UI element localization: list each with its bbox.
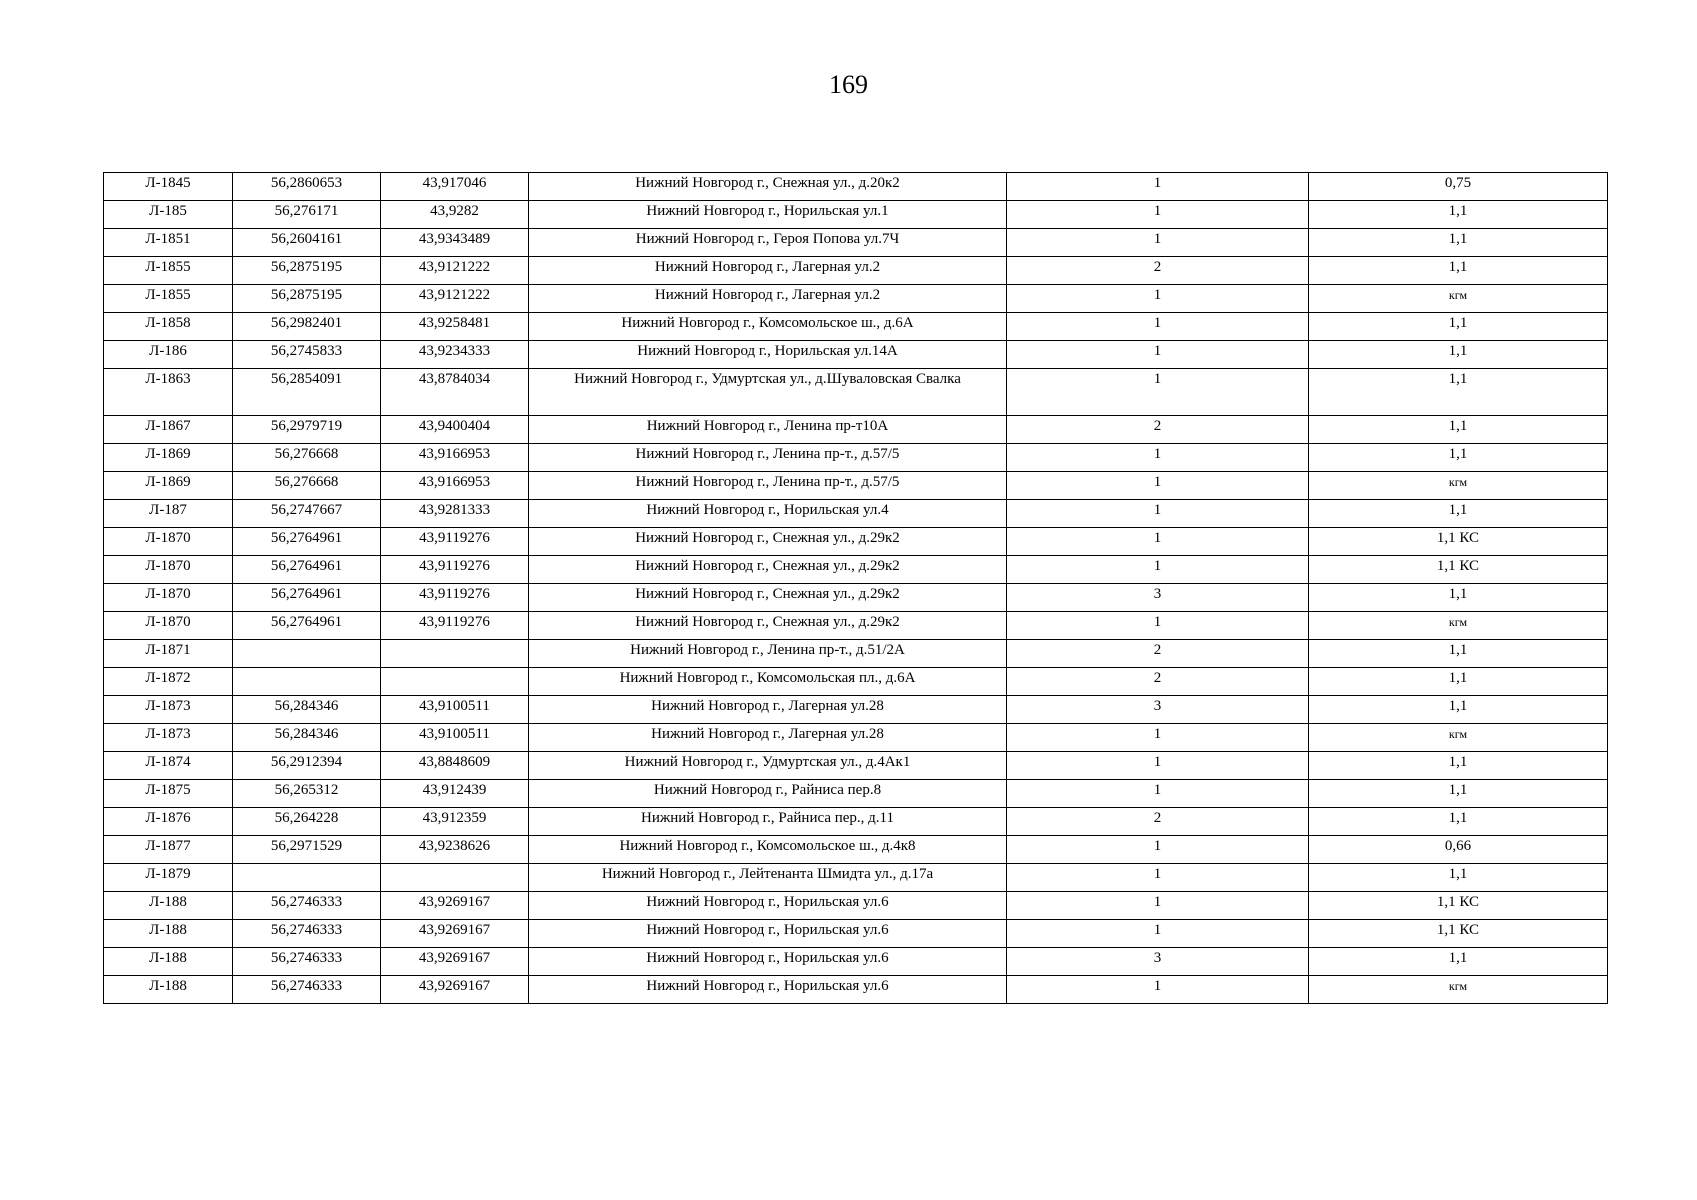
cell-longitude [381,640,529,668]
table-row [104,780,1608,808]
cell-latitude: 56,265312 [233,780,381,808]
cell-address: Нижний Новгород г., Норильская ул.14А [529,341,1007,369]
cell-latitude: 56,2860653 [233,173,381,201]
cell-count: 1 [1007,752,1309,780]
cell-count: 1 [1007,556,1309,584]
table-row [104,201,1608,229]
cell-value: 1,1 [1309,864,1608,892]
cell-latitude [233,640,381,668]
cell-id: Л-1863 [104,369,233,416]
cell-id: Л-1873 [104,696,233,724]
cell-latitude: 56,2912394 [233,752,381,780]
cell-address: Нижний Новгород г., Героя Попова ул.7Ч [529,229,1007,257]
cell-longitude: 43,9100511 [381,696,529,724]
cell-count: 1 [1007,724,1309,752]
table-row [104,808,1608,836]
cell-address: Нижний Новгород г., Комсомольское ш., д.6А [529,313,1007,341]
cell-latitude: 56,2746333 [233,920,381,948]
cell-address: Нижний Новгород г., Ленина пр-т10А [529,416,1007,444]
cell-address: Нижний Новгород г., Лагерная ул.2 [529,257,1007,285]
cell-id: Л-1858 [104,313,233,341]
cell-longitude: 43,912359 [381,808,529,836]
table-row [104,257,1608,285]
cell-id: Л-1869 [104,472,233,500]
cell-count: 1 [1007,313,1309,341]
cell-longitude: 43,9119276 [381,556,529,584]
table-row [104,313,1608,341]
cell-longitude: 43,9166953 [381,444,529,472]
table-row [104,369,1608,416]
table-row [104,892,1608,920]
cell-latitude: 56,2745833 [233,341,381,369]
cell-address: Нижний Новгород г., Лагерная ул.28 [529,724,1007,752]
cell-value: кгм [1309,472,1608,500]
cell-longitude [381,864,529,892]
cell-longitude: 43,9281333 [381,500,529,528]
table-row [104,836,1608,864]
cell-longitude: 43,9269167 [381,892,529,920]
cell-latitude: 56,2764961 [233,584,381,612]
cell-count: 3 [1007,584,1309,612]
cell-longitude: 43,912439 [381,780,529,808]
cell-value: 1,1 [1309,313,1608,341]
cell-longitude: 43,9166953 [381,472,529,500]
cell-count: 1 [1007,500,1309,528]
cell-count: 2 [1007,257,1309,285]
table-row [104,229,1608,257]
cell-longitude: 43,9343489 [381,229,529,257]
cell-address: Нижний Новгород г., Снежная ул., д.29к2 [529,556,1007,584]
cell-value: 1,1 [1309,500,1608,528]
cell-address: Нижний Новгород г., Норильская ул.1 [529,201,1007,229]
cell-longitude: 43,9269167 [381,920,529,948]
table-row [104,612,1608,640]
cell-value: 1,1 [1309,257,1608,285]
cell-latitude: 56,2764961 [233,612,381,640]
cell-address: Нижний Новгород г., Снежная ул., д.20к2 [529,173,1007,201]
table-row [104,444,1608,472]
table-row [104,584,1608,612]
cell-longitude: 43,9100511 [381,724,529,752]
cell-value: 1,1 КС [1309,920,1608,948]
cell-count: 1 [1007,612,1309,640]
cell-address: Нижний Новгород г., Ленина пр-т., д.57/5 [529,444,1007,472]
cell-value: 1,1 КС [1309,556,1608,584]
cell-latitude: 56,2746333 [233,892,381,920]
cell-value: 1,1 [1309,640,1608,668]
cell-count: 1 [1007,369,1309,416]
cell-id: Л-187 [104,500,233,528]
cell-latitude: 56,2764961 [233,528,381,556]
cell-latitude [233,864,381,892]
cell-longitude: 43,9269167 [381,976,529,1004]
data-table [103,172,1608,1004]
cell-id: Л-188 [104,948,233,976]
cell-value: 1,1 КС [1309,892,1608,920]
cell-longitude: 43,917046 [381,173,529,201]
cell-id: Л-188 [104,976,233,1004]
table-row [104,724,1608,752]
table-row [104,500,1608,528]
cell-address: Нижний Новгород г., Норильская ул.6 [529,920,1007,948]
cell-latitude: 56,264228 [233,808,381,836]
table-row [104,948,1608,976]
cell-value: 1,1 [1309,780,1608,808]
cell-id: Л-1845 [104,173,233,201]
cell-id: Л-1870 [104,584,233,612]
cell-address: Нижний Новгород г., Комсомольская пл., д.6А [529,668,1007,696]
cell-latitude: 56,2971529 [233,836,381,864]
cell-address: Нижний Новгород г., Снежная ул., д.29к2 [529,584,1007,612]
table-row [104,696,1608,724]
table-row [104,528,1608,556]
cell-latitude: 56,2746333 [233,976,381,1004]
cell-count: 2 [1007,808,1309,836]
cell-latitude [233,668,381,696]
cell-address: Нижний Новгород г., Лагерная ул.28 [529,696,1007,724]
cell-address: Нижний Новгород г., Ленина пр-т., д.57/5 [529,472,1007,500]
cell-value: 1,1 [1309,341,1608,369]
cell-address: Нижний Новгород г., Снежная ул., д.29к2 [529,612,1007,640]
cell-value: 1,1 КС [1309,528,1608,556]
cell-count: 1 [1007,229,1309,257]
cell-longitude: 43,9269167 [381,948,529,976]
cell-id: Л-1873 [104,724,233,752]
table-row [104,640,1608,668]
cell-latitude: 56,2854091 [233,369,381,416]
cell-count: 1 [1007,528,1309,556]
cell-longitude: 43,9119276 [381,612,529,640]
cell-latitude: 56,2875195 [233,257,381,285]
cell-id: Л-1877 [104,836,233,864]
table-row [104,285,1608,313]
table-body [104,173,1608,1004]
cell-value: 0,66 [1309,836,1608,864]
cell-address: Нижний Новгород г., Комсомольское ш., д.4к8 [529,836,1007,864]
cell-address: Нижний Новгород г., Ленина пр-т., д.51/2А [529,640,1007,668]
cell-address: Нижний Новгород г., Удмуртская ул., д.Шуваловская Свалка [529,369,1007,416]
cell-latitude: 56,276668 [233,472,381,500]
cell-latitude: 56,284346 [233,696,381,724]
cell-count: 1 [1007,892,1309,920]
cell-longitude: 43,9282 [381,201,529,229]
cell-count: 1 [1007,444,1309,472]
table-row [104,752,1608,780]
cell-address: Нижний Новгород г., Райниса пер.8 [529,780,1007,808]
cell-value: 1,1 [1309,668,1608,696]
cell-id: Л-1867 [104,416,233,444]
cell-latitude: 56,2875195 [233,285,381,313]
cell-id: Л-1876 [104,808,233,836]
cell-longitude: 43,9238626 [381,836,529,864]
cell-longitude: 43,9234333 [381,341,529,369]
cell-id: Л-1870 [104,612,233,640]
cell-count: 2 [1007,640,1309,668]
cell-longitude: 43,9258481 [381,313,529,341]
table-row [104,173,1608,201]
cell-latitude: 56,2604161 [233,229,381,257]
cell-id: Л-1875 [104,780,233,808]
cell-longitude: 43,9121222 [381,285,529,313]
cell-address: Нижний Новгород г., Райниса пер., д.11 [529,808,1007,836]
cell-address: Нижний Новгород г., Норильская ул.6 [529,976,1007,1004]
cell-latitude: 56,2982401 [233,313,381,341]
table-row [104,668,1608,696]
cell-count: 1 [1007,341,1309,369]
cell-value: кгм [1309,612,1608,640]
cell-longitude: 43,8848609 [381,752,529,780]
cell-latitude: 56,2747667 [233,500,381,528]
cell-address: Нижний Новгород г., Норильская ул.4 [529,500,1007,528]
cell-value: 1,1 [1309,416,1608,444]
cell-latitude: 56,2764961 [233,556,381,584]
cell-value: 1,1 [1309,229,1608,257]
cell-longitude: 43,9400404 [381,416,529,444]
table-row [104,976,1608,1004]
cell-count: 1 [1007,285,1309,313]
cell-value: 1,1 [1309,584,1608,612]
cell-longitude: 43,9119276 [381,584,529,612]
cell-count: 2 [1007,416,1309,444]
cell-count: 1 [1007,201,1309,229]
cell-count: 3 [1007,948,1309,976]
cell-value: 1,1 [1309,752,1608,780]
cell-id: Л-1871 [104,640,233,668]
table-row [104,920,1608,948]
cell-longitude [381,668,529,696]
cell-latitude: 56,2979719 [233,416,381,444]
cell-id: Л-1851 [104,229,233,257]
table-row [104,556,1608,584]
cell-latitude: 56,276668 [233,444,381,472]
cell-id: Л-1855 [104,285,233,313]
cell-value: 1,1 [1309,201,1608,229]
table-row [104,341,1608,369]
cell-value: 1,1 [1309,808,1608,836]
cell-count: 1 [1007,836,1309,864]
cell-longitude: 43,8784034 [381,369,529,416]
cell-count: 1 [1007,864,1309,892]
cell-address: Нижний Новгород г., Удмуртская ул., д.4Ак1 [529,752,1007,780]
cell-count: 1 [1007,920,1309,948]
cell-id: Л-1879 [104,864,233,892]
cell-value: 1,1 [1309,444,1608,472]
cell-address: Нижний Новгород г., Норильская ул.6 [529,948,1007,976]
cell-value: 0,75 [1309,173,1608,201]
cell-value: кгм [1309,724,1608,752]
cell-longitude: 43,9119276 [381,528,529,556]
cell-id: Л-1855 [104,257,233,285]
cell-address: Нижний Новгород г., Лейтенанта Шмидта ул., д.17а [529,864,1007,892]
cell-count: 3 [1007,696,1309,724]
cell-address: Нижний Новгород г., Норильская ул.6 [529,892,1007,920]
table-row [104,472,1608,500]
cell-id: Л-1870 [104,556,233,584]
cell-value: 1,1 [1309,948,1608,976]
table-row [104,864,1608,892]
cell-latitude: 56,2746333 [233,948,381,976]
cell-count: 1 [1007,780,1309,808]
cell-longitude: 43,9121222 [381,257,529,285]
cell-latitude: 56,284346 [233,724,381,752]
cell-id: Л-186 [104,341,233,369]
cell-address: Нижний Новгород г., Снежная ул., д.29к2 [529,528,1007,556]
cell-latitude: 56,276171 [233,201,381,229]
cell-value: 1,1 [1309,696,1608,724]
cell-id: Л-1872 [104,668,233,696]
cell-id: Л-185 [104,201,233,229]
cell-count: 1 [1007,976,1309,1004]
cell-count: 2 [1007,668,1309,696]
cell-value: 1,1 [1309,369,1608,416]
cell-value: кгм [1309,976,1608,1004]
cell-count: 1 [1007,472,1309,500]
table-row [104,416,1608,444]
cell-id: Л-1869 [104,444,233,472]
cell-id: Л-188 [104,920,233,948]
cell-id: Л-1874 [104,752,233,780]
cell-id: Л-188 [104,892,233,920]
cell-address: Нижний Новгород г., Лагерная ул.2 [529,285,1007,313]
cell-value: кгм [1309,285,1608,313]
cell-id: Л-1870 [104,528,233,556]
page-number: 169 [829,70,868,99]
cell-count: 1 [1007,173,1309,201]
